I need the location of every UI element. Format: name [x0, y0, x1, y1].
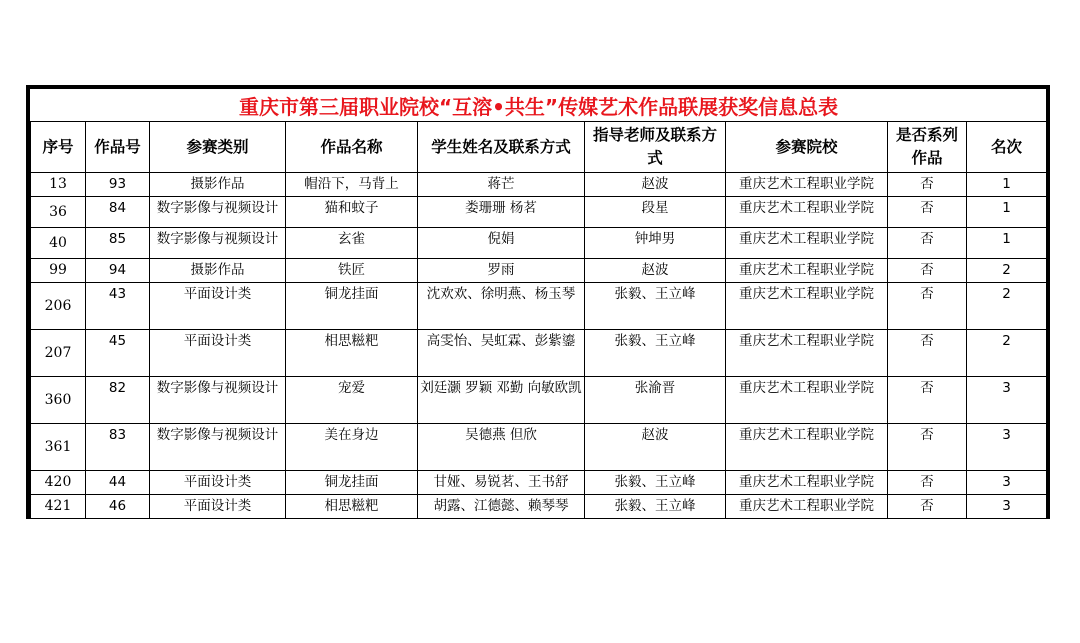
cell-work-no: 44 [86, 471, 150, 495]
cell-name: 帽沿下，马背上 [286, 173, 418, 197]
table-row [31, 377, 1047, 424]
cell-series: 否 [888, 495, 967, 519]
cell-teacher: 张毅、王立峰 [585, 471, 726, 495]
cell-name: 铜龙挂面 [286, 471, 418, 495]
cell-work-no: 94 [86, 259, 150, 283]
header-cell: 序号 [31, 122, 86, 173]
cell-teacher: 张毅、王立峰 [585, 330, 726, 377]
cell-rank: 3 [967, 495, 1047, 519]
cell-rank: 2 [967, 330, 1047, 377]
cell-work-no: 82 [86, 377, 150, 424]
table-row [31, 424, 1047, 471]
cell-series: 否 [888, 471, 967, 495]
cell-students: 娄珊珊 杨茗 [418, 197, 585, 228]
cell-school: 重庆艺术工程职业学院 [726, 173, 888, 197]
cell-series: 否 [888, 330, 967, 377]
table-row [31, 259, 1047, 283]
header-cell: 作品号 [86, 122, 150, 173]
cell-teacher: 段星 [585, 197, 726, 228]
cell-school: 重庆艺术工程职业学院 [726, 377, 888, 424]
cell-students: 罗雨 [418, 259, 585, 283]
table-row [31, 283, 1047, 330]
cell-students: 刘廷灏 罗颖 邓勤 向敏欧凯 [418, 377, 585, 424]
cell-no: 13 [31, 173, 86, 197]
cell-name: 相思糍粑 [286, 495, 418, 519]
cell-rank: 2 [967, 259, 1047, 283]
cell-no: 207 [31, 330, 86, 377]
cell-category: 数字影像与视频设计 [150, 197, 286, 228]
cell-category: 数字影像与视频设计 [150, 228, 286, 259]
cell-teacher: 赵波 [585, 173, 726, 197]
awards-sheet [26, 85, 1050, 519]
cell-no: 99 [31, 259, 86, 283]
cell-students: 吴德燕 但欣 [418, 424, 585, 471]
cell-teacher: 钟坤男 [585, 228, 726, 259]
cell-work-no: 83 [86, 424, 150, 471]
cell-school: 重庆艺术工程职业学院 [726, 197, 888, 228]
cell-students: 沈欢欢、徐明燕、杨玉琴 [418, 283, 585, 330]
cell-school: 重庆艺术工程职业学院 [726, 330, 888, 377]
cell-no: 36 [31, 197, 86, 228]
cell-category: 平面设计类 [150, 495, 286, 519]
header-cell: 学生姓名及联系方式 [418, 122, 585, 173]
cell-no: 421 [31, 495, 86, 519]
cell-name: 铜龙挂面 [286, 283, 418, 330]
cell-rank: 3 [967, 471, 1047, 495]
cell-name: 美在身边 [286, 424, 418, 471]
header-cell: 作品名称 [286, 122, 418, 173]
table-body [31, 173, 1047, 519]
cell-category: 摄影作品 [150, 173, 286, 197]
cell-school: 重庆艺术工程职业学院 [726, 228, 888, 259]
header-cell: 是否系列作品 [888, 122, 967, 173]
cell-school: 重庆艺术工程职业学院 [726, 471, 888, 495]
cell-category: 摄影作品 [150, 259, 286, 283]
cell-school: 重庆艺术工程职业学院 [726, 495, 888, 519]
header-row [31, 122, 1047, 173]
cell-series: 否 [888, 259, 967, 283]
header-cell: 指导老师及联系方式 [585, 122, 726, 173]
cell-series: 否 [888, 377, 967, 424]
cell-students: 倪娟 [418, 228, 585, 259]
table-row [31, 471, 1047, 495]
cell-category: 平面设计类 [150, 330, 286, 377]
cell-no: 360 [31, 377, 86, 424]
cell-name: 猫和蚊子 [286, 197, 418, 228]
cell-category: 平面设计类 [150, 471, 286, 495]
cell-students: 胡露、江德懿、赖琴琴 [418, 495, 585, 519]
table-row [31, 197, 1047, 228]
cell-rank: 1 [967, 173, 1047, 197]
cell-students: 甘娅、易锐茗、王书舒 [418, 471, 585, 495]
header-cell: 名次 [967, 122, 1047, 173]
cell-school: 重庆艺术工程职业学院 [726, 283, 888, 330]
cell-rank: 2 [967, 283, 1047, 330]
cell-rank: 3 [967, 377, 1047, 424]
cell-work-no: 46 [86, 495, 150, 519]
awards-table [30, 89, 1047, 519]
cell-rank: 3 [967, 424, 1047, 471]
header-cell: 参赛类别 [150, 122, 286, 173]
cell-name: 相思糍粑 [286, 330, 418, 377]
cell-students: 高雯怡、吴虹霖、彭紫鎏 [418, 330, 585, 377]
cell-no: 361 [31, 424, 86, 471]
cell-teacher: 张毅、王立峰 [585, 283, 726, 330]
cell-teacher: 张毅、王立峰 [585, 495, 726, 519]
cell-no: 40 [31, 228, 86, 259]
cell-work-no: 84 [86, 197, 150, 228]
cell-rank: 1 [967, 197, 1047, 228]
cell-work-no: 43 [86, 283, 150, 330]
cell-students: 蒋芒 [418, 173, 585, 197]
cell-series: 否 [888, 424, 967, 471]
cell-series: 否 [888, 283, 967, 330]
cell-series: 否 [888, 173, 967, 197]
cell-name: 铁匠 [286, 259, 418, 283]
table-row [31, 330, 1047, 377]
cell-no: 420 [31, 471, 86, 495]
cell-series: 否 [888, 228, 967, 259]
cell-no: 206 [31, 283, 86, 330]
header-cell: 参赛院校 [726, 122, 888, 173]
cell-school: 重庆艺术工程职业学院 [726, 424, 888, 471]
table-row [31, 173, 1047, 197]
table-row [31, 228, 1047, 259]
table-title: 重庆市第三届职业院校“互溶•共生”传媒艺术作品联展获奖信息总表 [31, 89, 1047, 122]
cell-teacher: 张渝晋 [585, 377, 726, 424]
cell-rank: 1 [967, 228, 1047, 259]
cell-work-no: 85 [86, 228, 150, 259]
cell-name: 宠爱 [286, 377, 418, 424]
cell-teacher: 赵波 [585, 259, 726, 283]
cell-school: 重庆艺术工程职业学院 [726, 259, 888, 283]
cell-teacher: 赵波 [585, 424, 726, 471]
cell-name: 玄雀 [286, 228, 418, 259]
cell-work-no: 93 [86, 173, 150, 197]
cell-work-no: 45 [86, 330, 150, 377]
cell-series: 否 [888, 197, 967, 228]
cell-category: 数字影像与视频设计 [150, 377, 286, 424]
cell-category: 平面设计类 [150, 283, 286, 330]
cell-category: 数字影像与视频设计 [150, 424, 286, 471]
table-row [31, 495, 1047, 519]
